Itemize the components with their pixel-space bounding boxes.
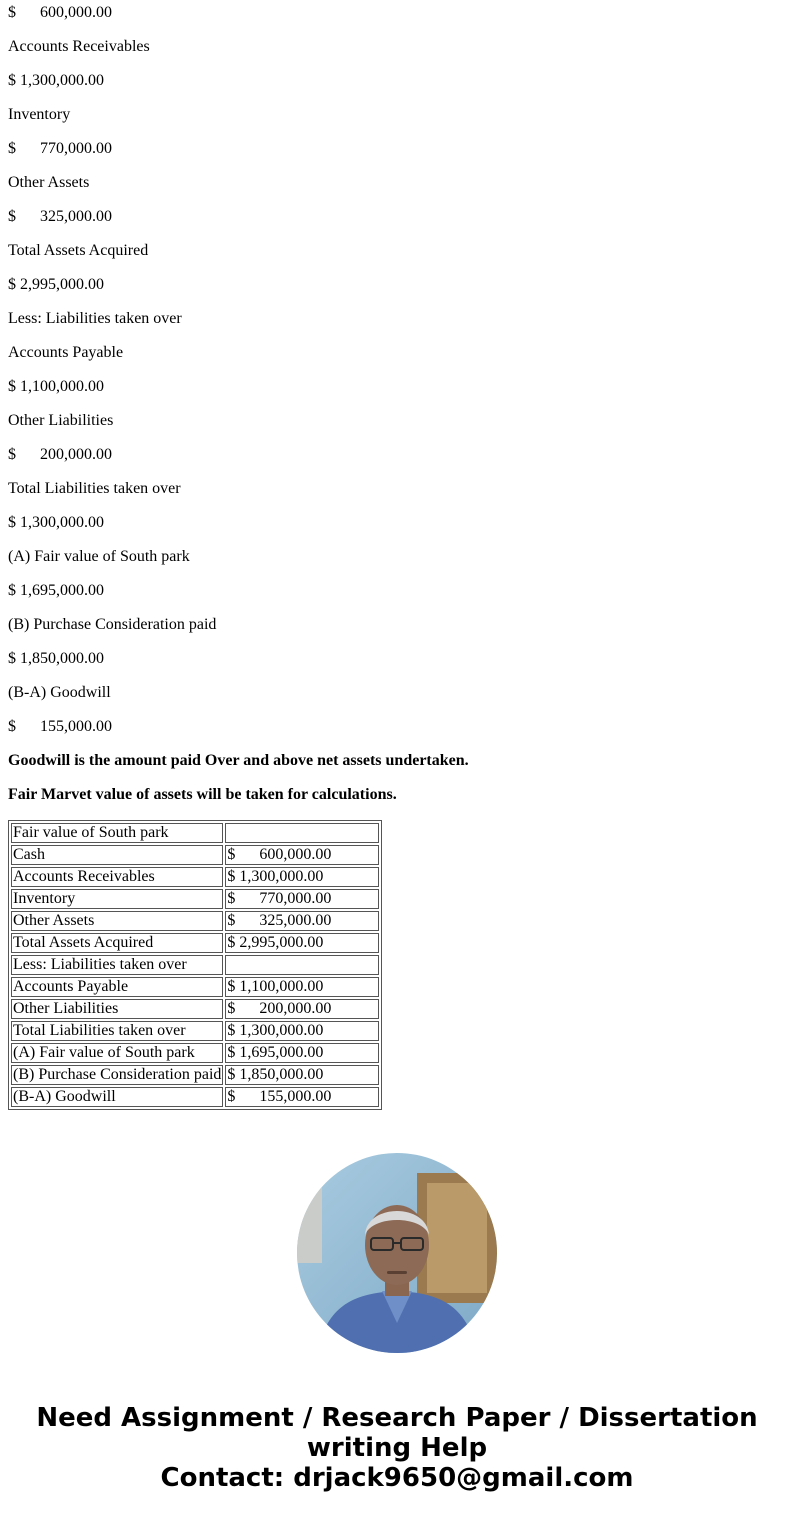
table-row: [11, 845, 379, 865]
label-line: (B-A) Goodwill: [8, 684, 111, 701]
table-cell-label: Fair value of South park: [11, 823, 223, 843]
amount-line: $ 155,000.00: [8, 718, 112, 735]
amount-line: $ 1,695,000.00: [8, 582, 104, 599]
amount-line: $ 1,300,000.00: [8, 514, 104, 531]
table-cell-label: Inventory: [11, 889, 223, 909]
label-line: (B) Purchase Consideration paid: [8, 616, 217, 633]
table-cell-label: Accounts Payable: [11, 977, 223, 997]
label-line: Other Assets: [8, 174, 90, 191]
table-cell-amount: $ 200,000.00: [225, 999, 379, 1019]
label-line: Total Liabilities taken over: [8, 480, 181, 497]
table-row: [11, 911, 379, 931]
table-cell-amount: $ 1,850,000.00: [225, 1065, 379, 1085]
label-line: Accounts Payable: [8, 344, 124, 361]
label-line: Less: Liabilities taken over: [8, 310, 182, 327]
label-line: Inventory: [8, 106, 71, 123]
label-line: (A) Fair value of South park: [8, 548, 190, 565]
table-row: [11, 1021, 379, 1041]
table-cell-amount: $ 770,000.00: [225, 889, 379, 909]
promo-contact: Contact: drjack9650@gmail.com: [160, 1463, 634, 1493]
table-row: [11, 999, 379, 1019]
table-cell-label: Total Liabilities taken over: [11, 1021, 223, 1041]
table-row: [11, 933, 379, 953]
promo-line-1: Need Assignment / Research Paper / Dissertation: [36, 1403, 758, 1433]
table-row: [11, 1043, 379, 1063]
table-cell-label: (B-A) Goodwill: [11, 1087, 223, 1107]
table-row: [11, 1065, 379, 1085]
table-cell-amount: $ 600,000.00: [225, 845, 379, 865]
promo-line-2: writing Help: [306, 1433, 488, 1463]
table-row: [11, 955, 379, 975]
amount-line: $ 1,100,000.00: [8, 378, 104, 395]
promo-banner: [0, 1403, 794, 1493]
table-cell-label: Accounts Receivables: [11, 867, 223, 887]
table-row: [11, 823, 379, 843]
author-avatar: [297, 1153, 497, 1353]
table-cell-amount: $ 1,100,000.00: [225, 977, 379, 997]
person-photo-icon: [297, 1153, 497, 1353]
amount-line: $ 600,000.00: [8, 4, 112, 21]
table-cell-amount: $ 155,000.00: [225, 1087, 379, 1107]
table-cell-amount: [225, 955, 379, 975]
amount-line: $ 200,000.00: [8, 446, 112, 463]
fair-market-note: Fair Marvet value of assets will be taken for calculations.: [8, 786, 397, 803]
label-line: Accounts Receivables: [8, 38, 150, 55]
table-row: [11, 977, 379, 997]
table-cell-amount: $ 1,300,000.00: [225, 1021, 379, 1041]
table-cell-label: Less: Liabilities taken over: [11, 955, 223, 975]
goodwill-note: Goodwill is the amount paid Over and above net assets undertaken.: [8, 752, 469, 769]
amount-line: $ 770,000.00: [8, 140, 112, 157]
table-cell-label: (A) Fair value of South park: [11, 1043, 223, 1063]
label-line: Other Liabilities: [8, 412, 114, 429]
table-cell-label: Other Assets: [11, 911, 223, 931]
amount-line: $ 2,995,000.00: [8, 276, 104, 293]
table-cell-label: Total Assets Acquired: [11, 933, 223, 953]
table-cell-amount: $ 2,995,000.00: [225, 933, 379, 953]
table-cell-amount: [225, 823, 379, 843]
table-cell-label: Other Liabilities: [11, 999, 223, 1019]
table-row: [11, 889, 379, 909]
label-line: Total Assets Acquired: [8, 242, 149, 259]
fair-value-table: [8, 820, 382, 1110]
table-cell-amount: $ 325,000.00: [225, 911, 379, 931]
amount-line: $ 325,000.00: [8, 208, 112, 225]
table-row: [11, 867, 379, 887]
amount-line: $ 1,300,000.00: [8, 72, 104, 89]
amount-line: $ 1,850,000.00: [8, 650, 104, 667]
table-cell-amount: $ 1,300,000.00: [225, 867, 379, 887]
table-cell-label: Cash: [11, 845, 223, 865]
calculation-lines: [8, 4, 786, 736]
table-cell-label: (B) Purchase Consideration paid: [13, 1066, 222, 1083]
table-cell-amount: $ 1,695,000.00: [225, 1043, 379, 1063]
table-row: [11, 1087, 379, 1107]
